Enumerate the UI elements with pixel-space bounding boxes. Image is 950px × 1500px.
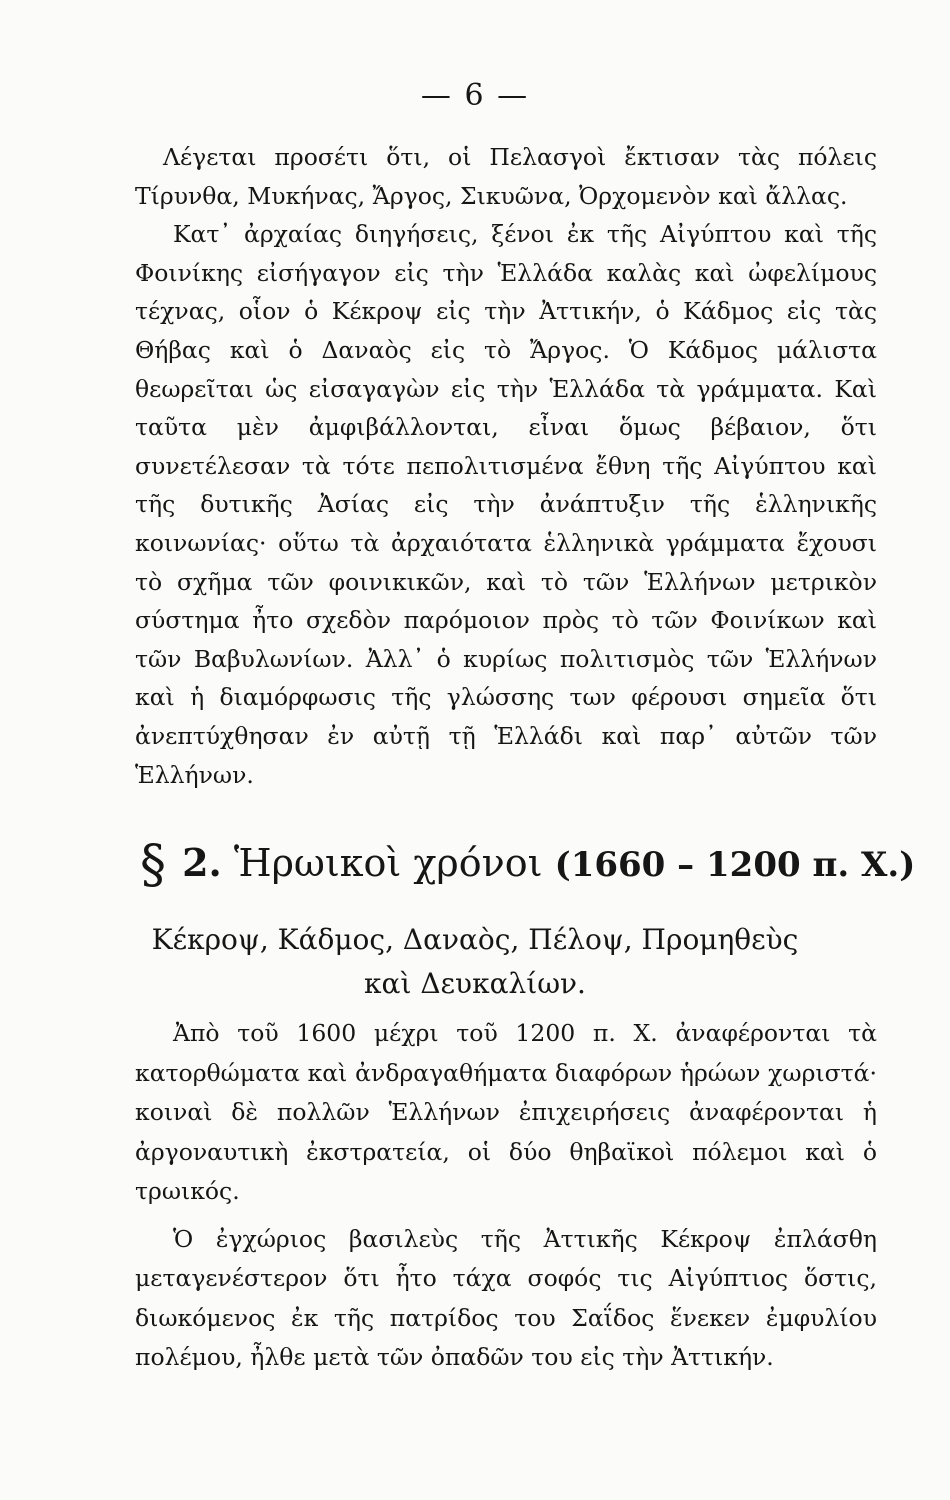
section-date-range: (1660 – 1200 π. Χ.) <box>554 845 916 885</box>
section-subtitle <box>0 918 950 1006</box>
subtitle-line-1: Κέκροψ, Κάδμος, Δαναὸς, Πέλοψ, Προμηθεὺς <box>151 923 799 956</box>
text-block-bottom <box>135 1014 877 1378</box>
paragraph-heroic-deeds: Ἀπὸ τοῦ 1600 μέχρι τοῦ 1200 π. Χ. ἀναφέρονται τὰ κατορθώματα καὶ ἀνδραγαθήματα διαφόρων ἡρώων χωριστά· κοιναὶ δὲ πολλῶν Ἑλλήνων ἐπιχειρήσεις ἀναφέρονται ἡ ἀργοναυτικὴ ἐκστρατεία, οἱ δύο θηβαϊκοὶ πόλεμοι καὶ ὁ τρωικός. <box>135 1019 877 1205</box>
text-block-top <box>135 138 877 794</box>
section-number: 2. <box>182 840 222 885</box>
section-title: Ἡρωικοὶ χρόνοι <box>233 841 543 885</box>
section-heading <box>140 835 916 895</box>
paragraph-foreign-influence: Κατ᾽ ἀρχαίας διηγήσεις, ξένοι ἐκ τῆς Αἰγύπτου καὶ τῆς Φοινίκης εἰσήγαγον εἰς τὴν Ἑλλάδα καλὰς καὶ ὠφελίμους τέχνας, οἷον ὁ Κέκροψ εἰς τὴν Ἀττικήν, ὁ Κάδμος εἰς τὰς Θήβας καὶ ὁ Δαναὸς εἰς τὸ Ἄργος. Ὁ Κάδμος μάλιστα θεωρεῖται ὡς εἰσαγαγὼν εἰς τὴν Ἑλλάδα τὰ γράμματα. Καὶ ταῦτα μὲν ἀμφιβάλλονται, εἶναι ὅμως βέβαιον, ὅτι συνετέλεσαν τὰ τότε πεπολιτισμένα ἔθνη τῆς Αἰγύπτου καὶ τῆς δυτικῆς Ἀσίας εἰς τὴν ἀνάπτυξιν τῆς ἑλληνικῆς κοινωνίας· οὕτω τὰ ἀρχαιότατα ἑλληνικὰ γράμματα ἔχουσι τὸ σχῆμα τῶν φοινικικῶν, καὶ τὸ τῶν Ἑλλήνων μετρικὸν σύστημα ἦτο σχεδὸν παρόμοιον πρὸς τὸ τῶν Φοινίκων καὶ τῶν Βαβυλωνίων. Ἀλλ᾽ ὁ κυρίως πολιτισμὸς τῶν Ἑλλήνων καὶ ἡ διαμόρφωσις τῆς γλώσσης των φέρουσι σημεῖα ὅτι ἀνεπτύχθησαν ἐν αὐτῇ τῇ Ἑλλάδι καὶ παρ᾽ αὐτῶν τῶν Ἑλλήνων. <box>135 220 877 789</box>
page-number: — 6 — <box>420 78 530 113</box>
paragraph-cecrops: Ὁ ἐγχώριος βασιλεὺς τῆς Ἀττικῆς Κέκροψ ἐπλάσθη μεταγενέστερον ὅτι ἦτο τάχα σοφός τις Αἰγύπτιος ὅστις, διωκόμενος ἐκ τῆς πατρίδος του Σαΐδος ἕνεκεν ἐμφυλίου πολέμου, ἦλθε μετὰ τῶν ὀπαδῶν του εἰς τὴν Ἀττικήν. <box>135 1224 877 1371</box>
paragraph-pelasgians: Λέγεται προσέτι ὅτι, οἱ Πελασγοὶ ἔκτισαν τὰς πόλεις Τίρυνθα, Μυκήνας, Ἄργος, Σικυῶνα, Ὀρχομενὸν καὶ ἄλλας. <box>135 143 877 210</box>
section-sign: § <box>140 835 166 895</box>
subtitle-line-2: καὶ Δευκαλίων. <box>364 967 586 1000</box>
